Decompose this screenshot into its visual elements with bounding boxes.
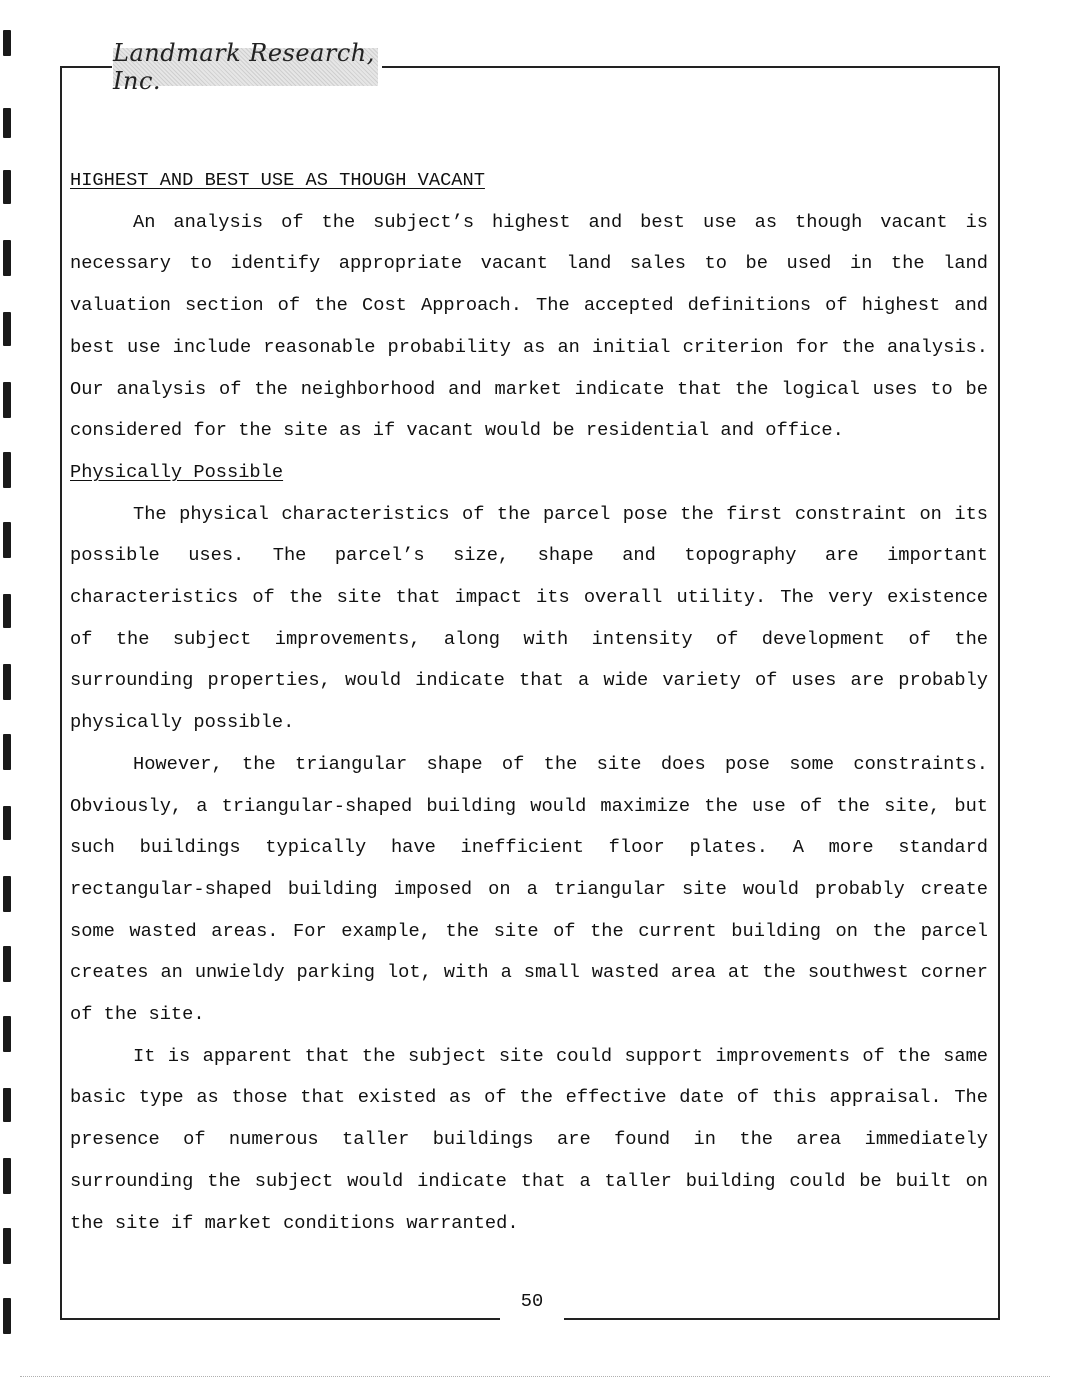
paragraph: However, the triangular shape of the site does pose some constraints. Obviously, a triangular-shaped building would maximize the use of the site, but such buildings typically have inefficient floor plates. A more standard rectangular-shaped building imposed on a triangular site would probably create some wasted areas. For example, the site of the current building on the parcel creates an unwieldy parking lot, with a small wasted area at the southwest corner of the site. bbox=[70, 752, 988, 1026]
company-logo bbox=[113, 39, 378, 95]
paragraph: It is apparent that the subject site could support improvements of the same basic type as those that existed as of the effective date of this appraisal. The presence of numerous taller buildings are found in the area immediately surrounding the subject would indicate that a taller building could be built on the site if market conditions warranted. bbox=[70, 1044, 988, 1234]
binding-mark bbox=[3, 1088, 11, 1122]
binding-mark bbox=[3, 1016, 11, 1052]
binding-mark bbox=[3, 382, 11, 418]
section-heading: Physically Possible bbox=[70, 460, 284, 483]
document-body bbox=[70, 160, 988, 1244]
binding-mark bbox=[3, 946, 11, 982]
logo-text: Landmark Research, Inc. bbox=[113, 39, 375, 95]
binding-mark bbox=[3, 664, 11, 700]
binding-marks bbox=[0, 0, 16, 1380]
scan-edge-line bbox=[20, 1376, 1050, 1377]
binding-mark bbox=[3, 170, 11, 204]
binding-mark bbox=[3, 1298, 11, 1334]
section-physically-possible bbox=[70, 452, 988, 1244]
binding-mark bbox=[3, 312, 11, 346]
page-number: 50 bbox=[520, 1290, 544, 1312]
binding-mark bbox=[3, 1158, 11, 1194]
binding-mark bbox=[3, 1228, 11, 1264]
binding-mark bbox=[3, 452, 11, 488]
paragraph: An analysis of the subject’s highest and best use as though vacant is necessary to identify appropriate vacant land sales to be used in the land valuation section of the Cost Approach. The accepted definitions of highest and best use include reasonable probability as an initial criterion for the analysis. Our analysis of the neighborhood and market indicate that the logical uses to be considered for the site as if vacant would be residential and office. bbox=[70, 210, 988, 442]
section-heading: HIGHEST AND BEST USE AS THOUGH VACANT bbox=[70, 169, 485, 191]
binding-mark bbox=[3, 522, 11, 558]
binding-mark bbox=[3, 240, 11, 276]
binding-mark bbox=[3, 594, 11, 628]
binding-mark bbox=[3, 108, 11, 138]
section-highest-best-use bbox=[70, 160, 988, 452]
binding-mark bbox=[3, 734, 11, 770]
binding-mark bbox=[3, 30, 11, 56]
frame-top-rule-right bbox=[382, 66, 1000, 68]
binding-mark bbox=[3, 876, 11, 912]
binding-mark bbox=[3, 806, 11, 840]
frame-top-rule-left bbox=[60, 66, 112, 68]
paragraph: The physical characteristics of the parcel pose the first constraint on its possible uses. The parcel’s size, shape and topography are important characteristics of the site that impact its overall utility. The very existence of the subject improvements, along with intensity of development of the surrounding properties, would indicate that a wide variety of uses are probably physically possible. bbox=[70, 502, 988, 734]
